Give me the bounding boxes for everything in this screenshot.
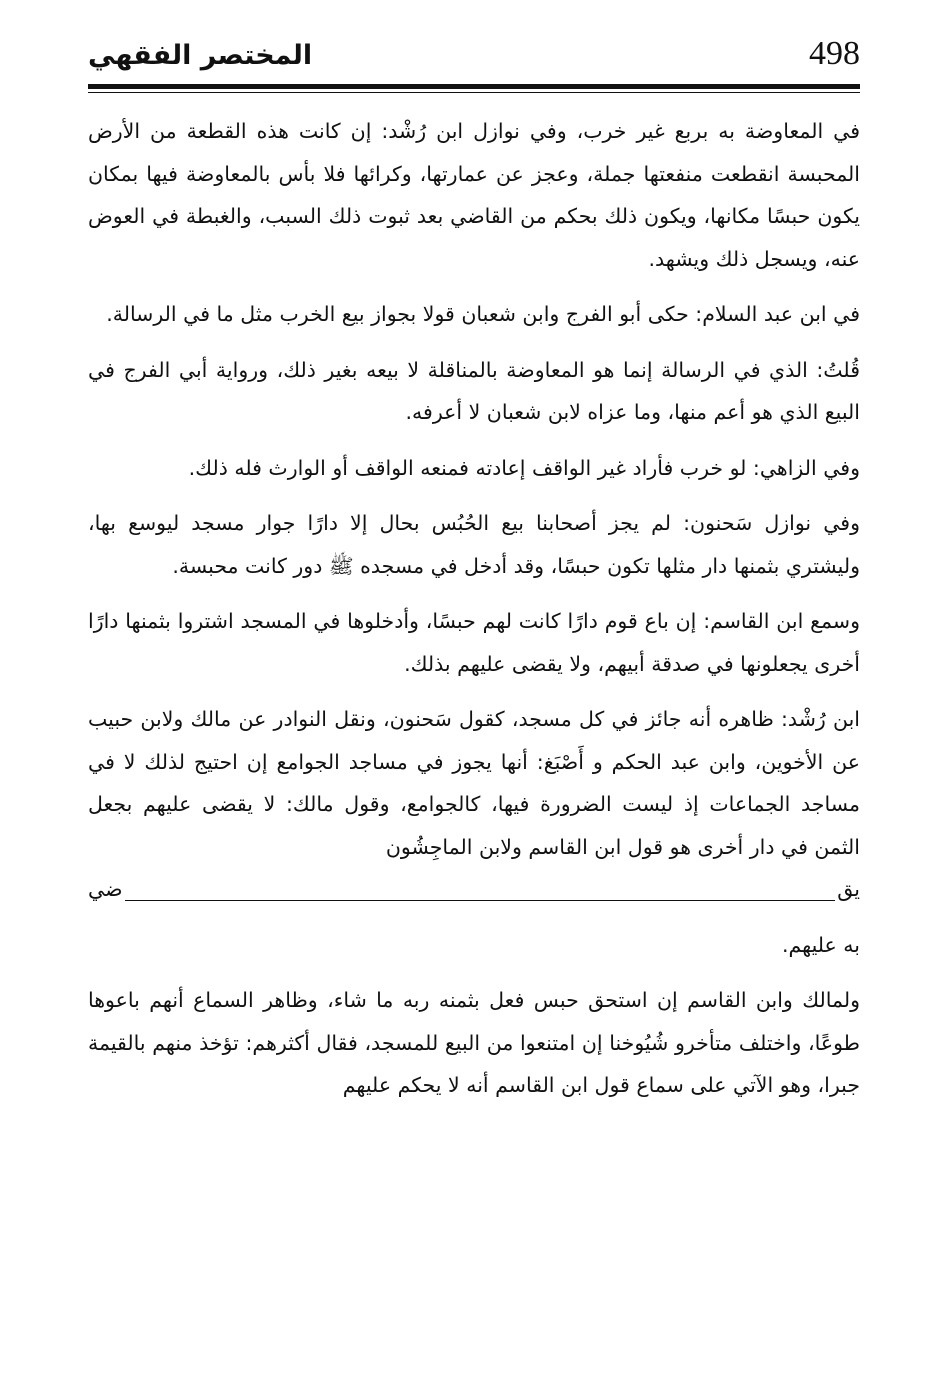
paragraph-last: ولمالك وابن القاسم إن استحق حبس فعل بثمنه ربه ما شاء، وظاهر السماع أنهم باعوها طوعًا، واختلف متأخرو شُيُوخنا إن امتنعوا من البيع للمسجد، فقال أكثرهم: تؤخذ منهم بالقيمة جبرا، وهو الآتي على سماع قول ابن القاسم أنه لا يحكم عليهم bbox=[88, 988, 860, 1097]
paragraph-2: في ابن عبد السلام: حكى أبو الفرج وابن شعبان قولا بجواز بيع الخرب مثل ما في الرسالة. bbox=[106, 302, 860, 326]
header-rule-thick bbox=[88, 84, 860, 89]
footnote-rule-start: يق bbox=[837, 877, 860, 901]
header-rule-thin bbox=[88, 92, 860, 93]
running-title: المختصر الفقهي bbox=[88, 40, 313, 71]
footnote-rule-end: ضي bbox=[88, 877, 123, 901]
paragraph-6: وسمع ابن القاسم: إن باع قوم دارًا كانت لهم حبسًا، وأدخلوها في المسجد اشتروا بثمنها دارًا أخرى يجعلونها في صدقة أبيهم، ولا يقضى عليهم بذلك. bbox=[88, 609, 860, 676]
footnote-rule-row bbox=[88, 868, 860, 911]
paragraph-4: وفي الزاهي: لو خرب فأراد غير الواقف إعادته فمنعه الواقف أو الوارث فله ذلك. bbox=[188, 455, 860, 480]
paragraph-1: في المعاوضة به بربع غير خرب، وفي نوازل ابن رُشْد: إن كانت هذه القطعة من الأرض المحبسة انقطعت منفعتها جملة، وعجز عن عمارتها، وكرائها فلا بأس بالمعاوضة فيها بمكان يكون حبسًا مكانها، ويكون ذلك بحكم من القاضي بعد ثبوت ذلك السبب، والغبطة في العوض عنه، ويسجل ذلك ويشهد. bbox=[88, 119, 860, 271]
paragraph-3: قُلتُ: الذي في الرسالة إنما هو المعاوضة بالمناقلة لا بيعه بغير ذلك، ورواية أبي الفرج في البيع الذي هو أعم منها، وما عزاه لابن شعبان لا أعرفه. bbox=[88, 357, 860, 424]
paragraph-7: ابن رُشْد: ظاهره أنه جائز في كل مسجد، كقول سَحنون، ونقل النوادر عن مالك ولابن حبيب عن الأخوين، وابن عبد الحكم و أَصْبَغ: أنها يجوز في مساجد الجوامع إن احتيج لذلك لا في مساجد الجماعات إذ ليست الضرورة فيها، كالجوامع، وقول مالك: لا يقضى عليهم بجعل الثمن في دار أخرى هو قول ابن القاسم ولابن الماجِشُون bbox=[88, 707, 860, 859]
footnote-rule bbox=[125, 900, 836, 901]
page-header bbox=[88, 34, 860, 84]
page-number: 498 bbox=[809, 35, 860, 72]
paragraph-5: وفي نوازل سَحنون: لم يجز أصحابنا بيع الحُبُس بحال إلا دارًا جوار مسجد ليوسع بها، وليشتري بثمنها دار مثلها تكون حبسًا، وقد أدخل في مسجده ﷺ دور كانت محبسة. bbox=[88, 511, 860, 578]
body-text bbox=[88, 110, 860, 1120]
continuation-line: به عليهم. bbox=[781, 932, 860, 957]
